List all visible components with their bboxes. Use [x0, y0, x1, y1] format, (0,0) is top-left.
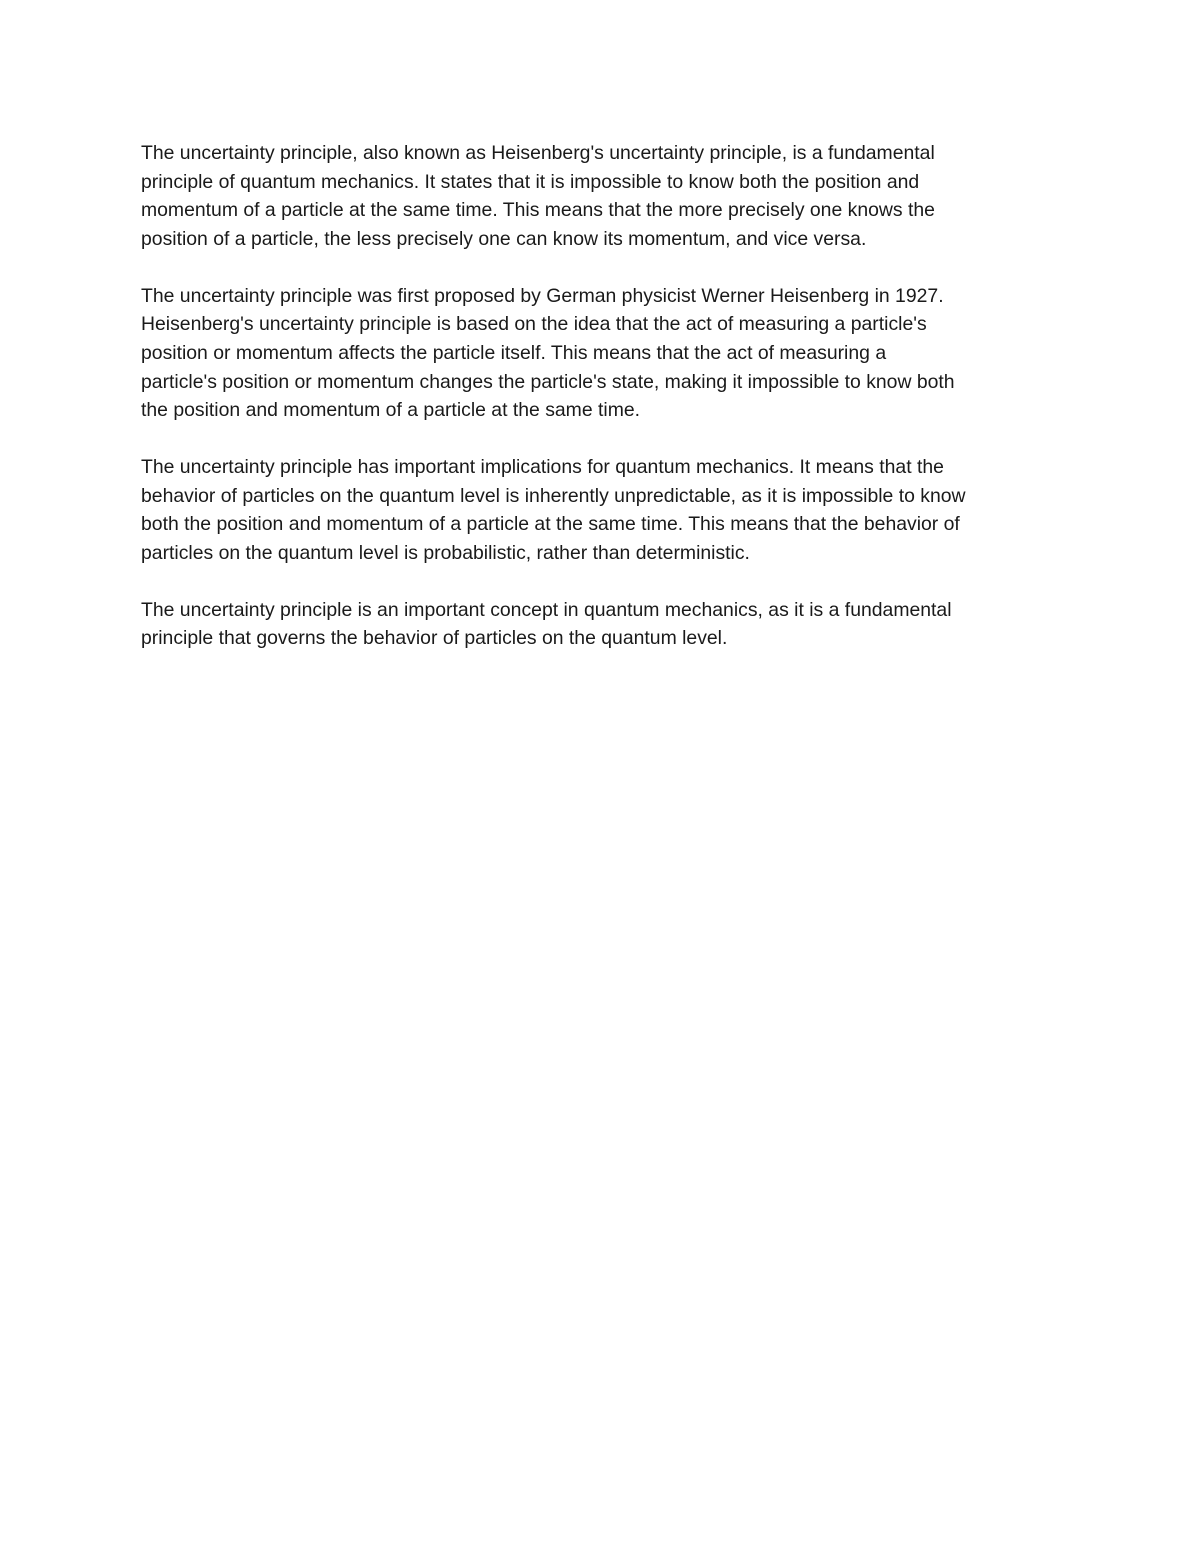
paragraph-4 — [141, 596, 1066, 653]
text-line: the position and momentum of a particle at the same time. — [141, 399, 641, 422]
text-line: position of a particle, the less precisely one can know its momentum, and vice versa. — [141, 227, 867, 250]
text-line: position or momentum affects the particle itself. This means that the act of measuring a — [141, 341, 887, 364]
text-line: particle's position or momentum changes the particle's state, making it impossible to know both — [141, 370, 955, 393]
text-line: behavior of particles on the quantum level is inherently unpredictable, as it is impossible to know — [141, 484, 966, 507]
text-line: The uncertainty principle is an important concept in quantum mechanics, as it is a fundamental — [141, 598, 952, 621]
text-line: both the position and momentum of a particle at the same time. This means that the behavior of — [141, 513, 960, 536]
document-body — [141, 139, 1066, 681]
text-line: The uncertainty principle has important implications for quantum mechanics. It means that the — [141, 456, 944, 479]
text-line: Heisenberg's uncertainty principle is based on the idea that the act of measuring a particle's — [141, 313, 927, 336]
paragraph-1 — [141, 139, 1066, 253]
text-line: The uncertainty principle was first proposed by German physicist Werner Heisenberg in 1927. — [141, 284, 944, 307]
paragraph-2 — [141, 282, 1066, 425]
text-line: The uncertainty principle, also known as Heisenberg's uncertainty principle, is a fundamental — [141, 142, 935, 164]
paragraph-3 — [141, 453, 1066, 567]
text-line: principle of quantum mechanics. It states that it is impossible to know both the position and — [141, 170, 920, 193]
text-line: principle that governs the behavior of particles on the quantum level. — [141, 627, 728, 650]
text-line: momentum of a particle at the same time. This means that the more precisely one knows the — [141, 199, 935, 222]
text-line: particles on the quantum level is probabilistic, rather than deterministic. — [141, 541, 750, 564]
